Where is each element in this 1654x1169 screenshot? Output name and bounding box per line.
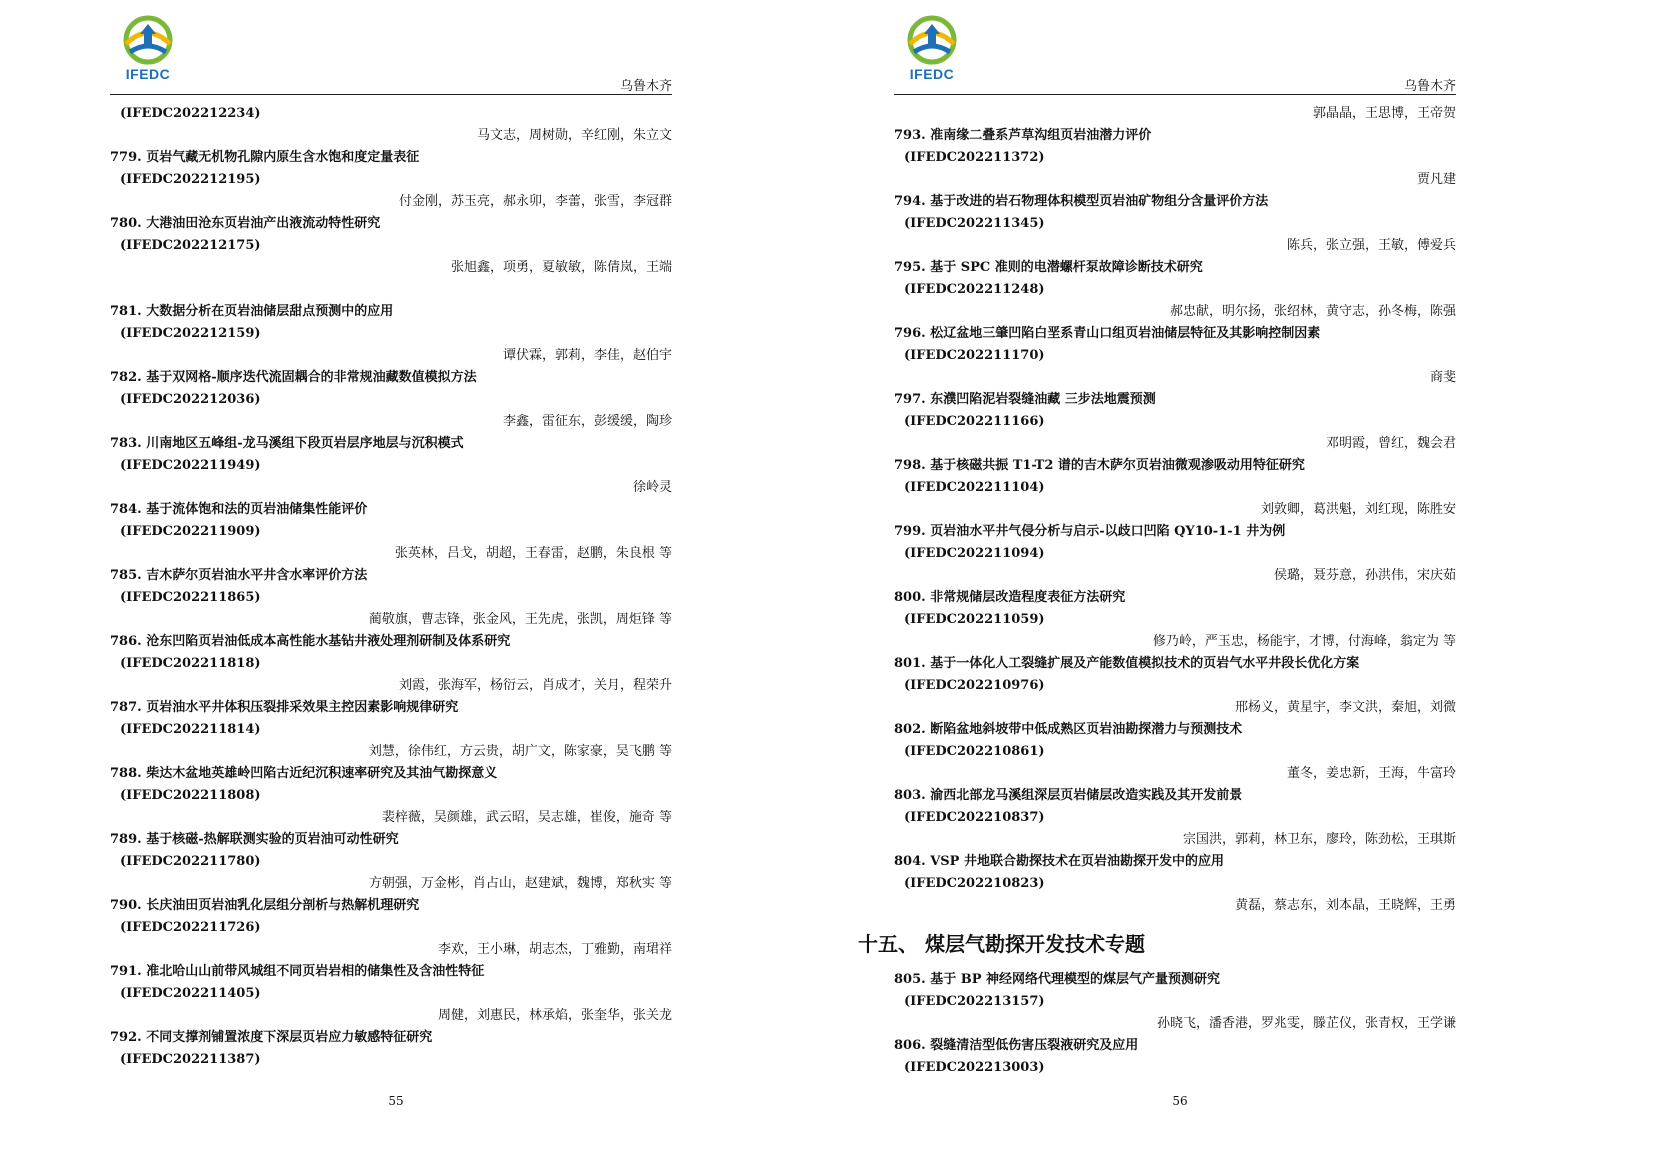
entry-title: 780. 大港油田沧东页岩油产出液流动特性研究: [110, 216, 381, 231]
entry-authors: 陈兵，张立强，王敏，傅爱兵: [1286, 238, 1456, 253]
entry-code: (IFEDC202211949): [120, 458, 261, 473]
entry-authors: 刘霞，张海军，杨衍云，肖成才，关月，程荣升: [398, 678, 672, 693]
paper-entry-788: [110, 763, 672, 829]
entry-title: 797. 东濮凹陷泥岩裂缝油藏 三步法地震预测: [894, 392, 1156, 407]
entry-code: (IFEDC202211814): [120, 722, 261, 737]
entry-code: (IFEDC202211818): [120, 656, 261, 671]
entry-title: 792. 不同支撑剂铺置浓度下深层页岩应力敏感特征研究: [110, 1030, 433, 1045]
paper-entry-781: [110, 301, 672, 367]
right-entries: [858, 103, 1456, 1079]
paper-entry-801: [894, 653, 1456, 719]
entry-title: 801. 基于一体化人工裂缝扩展及产能数值模拟技术的页岩气水平井段长优化方案: [894, 656, 1360, 671]
header-city: 乌鲁木齐: [620, 79, 673, 94]
lead-entry: [894, 103, 1456, 125]
paper-entry-786: [110, 631, 672, 697]
entry-title: 799. 页岩油水平井气侵分析与启示-以歧口凹陷 QY10-1-1 井为例: [894, 524, 1286, 539]
page-number: 56: [1172, 1094, 1188, 1108]
entry-authors: 方朝强，万金彬，肖占山，赵建斌，魏博，郑秋实 等: [368, 876, 672, 891]
blank-line: [110, 279, 672, 301]
entry-code: (IFEDC202211345): [904, 216, 1045, 231]
paper-entry-804: [894, 851, 1456, 917]
entry-code: (IFEDC202211170): [904, 348, 1045, 363]
paper-entry-792: [110, 1027, 672, 1071]
paper-entry-797: [894, 389, 1456, 455]
entry-code: (IFEDC202212234): [120, 106, 261, 121]
entry-authors: 刘慧，徐伟红，方云贵，胡广文，陈家豪，吴飞鹏 等: [368, 744, 672, 759]
entry-code: (IFEDC202211865): [120, 590, 261, 605]
entry-code: (IFEDC202212036): [120, 392, 261, 407]
entry-authors: 周健，刘惠民，林承焰，张奎华，张关龙: [437, 1008, 672, 1023]
entry-code: (IFEDC202211104): [904, 480, 1045, 495]
entry-code: (IFEDC202211166): [904, 414, 1045, 429]
paper-entry-805: [894, 969, 1456, 1035]
entry-title: 788. 柴达木盆地英雄岭凹陷古近纪沉积速率研究及其油气勘探意义: [110, 766, 498, 781]
entry-code: (IFEDC202213157): [904, 994, 1045, 1009]
entry-authors: 谭伏霖，郭莉，李佳，赵伯宇: [502, 348, 672, 363]
entry-code: (IFEDC202211405): [120, 986, 261, 1001]
entry-code: (IFEDC202211726): [120, 920, 261, 935]
entry-title: 804. VSP 井地联合勘探技术在页岩油勘探开发中的应用: [894, 854, 1224, 869]
paper-entry-793: [894, 125, 1456, 191]
entry-title: 786. 沧东凹陷页岩油低成本高性能水基钻井液处理剂研制及体系研究: [110, 634, 511, 649]
entry-title: 785. 吉木萨尔页岩油水平井含水率评价方法: [110, 568, 368, 583]
paper-entry-795: [894, 257, 1456, 323]
entry-title: 784. 基于流体饱和法的页岩油储集性能评价: [110, 502, 368, 517]
entry-title: 789. 基于核磁-热解联测实验的页岩油可动性研究: [110, 832, 399, 847]
section-heading: 十五、 煤层气勘探开发技术专题: [858, 932, 1145, 956]
ifedc-logo: [900, 14, 964, 86]
entry-title: 798. 基于核磁共振 T1-T2 谱的吉木萨尔页岩油微观渗吸动用特征研究: [894, 458, 1305, 473]
logo-text: IFEDC: [125, 66, 171, 82]
paper-entry-802: [894, 719, 1456, 785]
entry-authors: 刘敦卿，葛洪魁，刘红现，陈胜安: [1260, 502, 1456, 517]
entry-authors: 李欢，王小琳，胡志杰，丁雅勤，南珺祥: [437, 942, 672, 957]
entry-code: (IFEDC202213003): [904, 1060, 1045, 1075]
entry-title: 805. 基于 BP 神经网络代理模型的煤层气产量预测研究: [894, 972, 1221, 987]
entry-title: 803. 渝西北部龙马溪组深层页岩储层改造实践及其开发前景: [894, 788, 1243, 803]
entry-authors: 侯璐，聂芬意，孙洪伟，宋庆茹: [1273, 568, 1456, 583]
header-city: 乌鲁木齐: [1404, 79, 1457, 94]
paper-entry-784: [110, 499, 672, 565]
paper-entry-806: [894, 1035, 1456, 1079]
entry-authors: 付金刚，苏玉亮，郝永卯，李蕾，张雪，李冠群: [398, 194, 672, 209]
entry-code: (IFEDC202212175): [120, 238, 261, 253]
entry-title: 782. 基于双网格-顺序迭代流固耦合的非常规油藏数值模拟方法: [110, 370, 477, 385]
entry-title: 806. 裂缝清洁型低伤害压裂液研究及应用: [894, 1038, 1139, 1053]
paper-entry-799: [894, 521, 1456, 587]
entry-code: (IFEDC202211372): [904, 150, 1045, 165]
entry-authors: 马文志，周树勋，辛红刚，朱立文: [476, 128, 672, 143]
header-rule: [110, 94, 672, 95]
entry-code: (IFEDC202210823): [904, 876, 1045, 891]
paper-entry-782: [110, 367, 672, 433]
entry-authors: 孙晓飞，潘香港，罗兆雯，滕芷仪，张青权，王学谦: [1156, 1016, 1456, 1031]
entry-code: (IFEDC202211909): [120, 524, 261, 539]
entry-authors: 商斐: [1429, 370, 1456, 385]
ifedc-logo: [116, 14, 180, 86]
paper-entry-794: [894, 191, 1456, 257]
header-rule: [894, 94, 1456, 95]
paper-entry-790: [110, 895, 672, 961]
entry-authors: 张旭鑫，项勇，夏敏敏，陈倩岚，王端: [450, 260, 672, 275]
entry-code: (IFEDC202212195): [120, 172, 261, 187]
entry-authors: 郝忠献，明尔扬，张绍林，黄守志，孙冬梅，陈强: [1169, 304, 1456, 319]
paper-entry-785: [110, 565, 672, 631]
entry-authors: 徐岭灵: [632, 480, 672, 495]
entry-code: (IFEDC202211248): [904, 282, 1045, 297]
entry-title: 800. 非常规储层改造程度表征方法研究: [894, 590, 1126, 605]
entry-authors: 黄磊，蔡志东，刘本晶，王晓辉，王勇: [1234, 898, 1456, 913]
entry-authors: 贾凡建: [1416, 172, 1456, 187]
entry-code: (IFEDC202211808): [120, 788, 261, 803]
paper-entry-789: [110, 829, 672, 895]
paper-entry-791: [110, 961, 672, 1027]
entry-authors: 董冬，姜忠新，王海，牛富玲: [1286, 766, 1456, 781]
entry-authors: 郭晶晶，王思博，王帝贺: [1312, 106, 1456, 121]
page-number: 55: [388, 1094, 404, 1108]
entry-code: (IFEDC202211094): [904, 546, 1045, 561]
entry-authors: 宗国洪，郭莉，林卫东，廖玲，陈劲松，王琪斯: [1182, 832, 1456, 847]
entry-title: 802. 断陷盆地斜坡带中低成熟区页岩油勘探潜力与预测技术: [894, 722, 1243, 737]
entry-title: 790. 长庆油田页岩油乳化层组分剖析与热解机理研究: [110, 898, 420, 913]
entry-authors: 蔺敬旗，曹志锋，张金风，王先虎，张凯，周炬锋 等: [368, 612, 672, 627]
entry-title: 795. 基于 SPC 准则的电潜螺杆泵故障诊断技术研究: [894, 260, 1203, 275]
entry-authors: 李鑫，雷征东，彭缓缓，陶珍: [502, 414, 672, 429]
entry-title: 781. 大数据分析在页岩油储层甜点预测中的应用: [110, 304, 394, 319]
left-entries: [110, 103, 672, 1071]
entry-title: 783. 川南地区五峰组-龙马溪组下段页岩层序地层与沉积模式: [110, 436, 464, 451]
paper-entry-783: [110, 433, 672, 499]
paper-entry-787: [110, 697, 672, 763]
entry-authors: 修乃岭，严玉忠，杨能宇，才博，付海峰，翁定为 等: [1152, 634, 1456, 649]
paper-entry-803: [894, 785, 1456, 851]
entry-code: (IFEDC202210837): [904, 810, 1045, 825]
entry-code: (IFEDC202211059): [904, 612, 1045, 627]
entry-title: 796. 松辽盆地三肇凹陷白垩系青山口组页岩油储层特征及其影响控制因素: [894, 326, 1321, 341]
entry-authors: 邢杨义，黄星宇，李文洪，秦旭，刘微: [1234, 700, 1456, 715]
paper-entry-796: [894, 323, 1456, 389]
paper-entry-779: [110, 147, 672, 213]
entry-title: 791. 准北哈山山前带风城组不同页岩岩相的储集性及含油性特征: [110, 964, 485, 979]
paper-entry-798: [894, 455, 1456, 521]
entry-code: (IFEDC202211780): [120, 854, 261, 869]
entry-title: 779. 页岩气藏无机物孔隙内原生含水饱和度定量表征: [110, 150, 420, 165]
entry-code: (IFEDC202210976): [904, 678, 1045, 693]
entry-code: (IFEDC202212159): [120, 326, 261, 341]
paper-entry-780: [110, 213, 672, 301]
entry-title: 787. 页岩油水平井体积压裂排采效果主控因素影响规律研究: [110, 700, 459, 715]
logo-text: IFEDC: [909, 66, 955, 82]
logo-emblem-icon: [116, 14, 180, 66]
logo-emblem-icon: [900, 14, 964, 66]
paper-entry-800: [894, 587, 1456, 653]
lead-entry: [110, 103, 672, 147]
entry-code: (IFEDC202211387): [120, 1052, 261, 1067]
entry-authors: 裴梓薇，吴颜雄，武云昭，吴志雄，崔俊，施奇 等: [381, 810, 672, 825]
entry-title: 793. 准南缘二叠系芦草沟组页岩油潜力评价: [894, 128, 1152, 143]
right-page: [827, 0, 1654, 1169]
entry-title: 794. 基于改进的岩石物理体积模型页岩油矿物组分含量评价方法: [894, 194, 1269, 209]
entry-authors: 邓明霞，曾红，魏会君: [1325, 436, 1456, 451]
entry-authors: 张英林，吕戈，胡超，王春雷，赵鹏，朱良根 等: [394, 546, 672, 561]
entry-code: (IFEDC202210861): [904, 744, 1045, 759]
